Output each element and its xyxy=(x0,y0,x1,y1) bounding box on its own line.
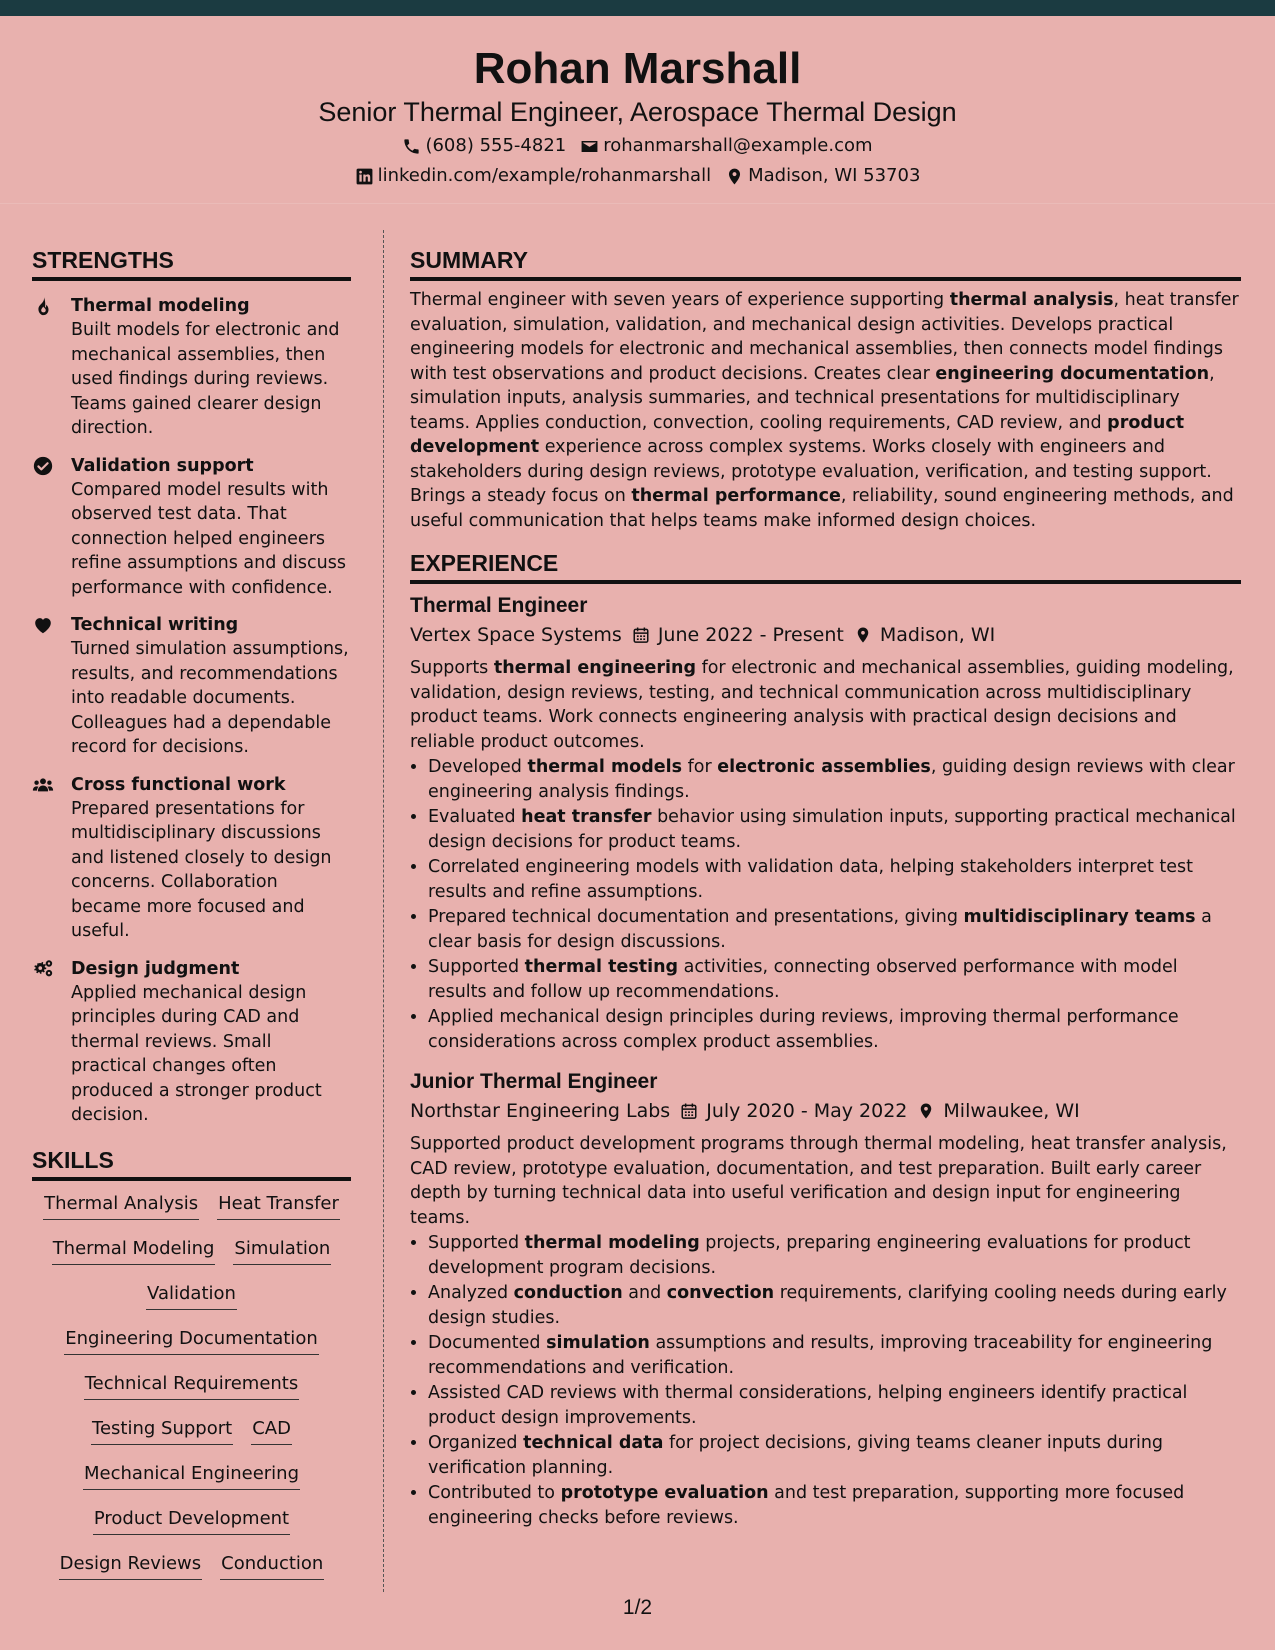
phone-contact xyxy=(402,133,566,159)
job-location xyxy=(917,1098,1079,1124)
contact-row-2 xyxy=(0,163,1275,189)
map-pin-icon xyxy=(725,167,744,186)
job-entry xyxy=(410,1068,1241,1530)
bullet-item: • Evaluated heat transfer behavior using simulation inputs, supporting practical mechanical design decisions for product teams. xyxy=(428,805,1241,854)
strength-title: Validation support xyxy=(71,455,254,476)
bullet-item: • Contributed to prototype evaluation and test preparation, supporting more focused engineering checks before reviews. xyxy=(428,1481,1241,1530)
skill-row xyxy=(32,1371,351,1416)
location-text: Madison, WI 53703 xyxy=(748,165,921,186)
linkedin-icon xyxy=(355,167,374,186)
strength-description: Compared model results with observed test data. That connection helped engineers refine assumptions and discuss performance with confidence. xyxy=(71,479,346,598)
skill-row xyxy=(32,1506,351,1551)
resume-header xyxy=(0,16,1275,204)
job-location-text: Madison, WI xyxy=(879,624,996,646)
phone-icon xyxy=(402,137,421,156)
skills-list xyxy=(32,1191,351,1596)
job-intro: Supports thermal engineering for electronic and mechanical assemblies, guiding modeling, validation, design reviews, testing, and technical communication across multidisciplinary product teams. Work connects engineering analysis with practical design decisions and reliable product outcomes. xyxy=(410,658,1234,752)
strength-title: Cross functional work xyxy=(71,774,286,795)
strength-description: Built models for electronic and mechanical assemblies, then used findings during reviews. Teams gained clearer design direction. xyxy=(71,320,340,438)
skill-tag: Design Reviews xyxy=(59,1551,202,1580)
strength-item xyxy=(32,613,351,760)
bullet-item: • Documented simulation assumptions and results, improving traceability for engineering recommendations and verification. xyxy=(428,1331,1241,1380)
page-number: 1/2 xyxy=(622,1596,653,1619)
strengths-heading: STRENGTHS xyxy=(32,246,351,281)
job-dates-text: July 2020 - May 2022 xyxy=(706,1100,908,1122)
email-contact[interactable] xyxy=(580,133,872,159)
skill-tag: Simulation xyxy=(233,1236,331,1265)
job-meta xyxy=(410,1098,1241,1124)
job-dates xyxy=(680,1098,907,1124)
strength-title: Technical writing xyxy=(71,615,239,635)
email-text[interactable]: rohanmarshall@example.com xyxy=(603,135,873,156)
skill-tag: CAD xyxy=(251,1416,292,1445)
job-dates-text: June 2022 - Present xyxy=(657,624,844,646)
skill-tag: Thermal Modeling xyxy=(52,1236,216,1265)
skill-row xyxy=(32,1461,351,1506)
experience-list xyxy=(410,592,1241,1530)
calendar-icon xyxy=(632,625,650,645)
right-column xyxy=(410,246,1241,1531)
skill-tag: Conduction xyxy=(220,1551,324,1580)
skill-tag: Testing Support xyxy=(91,1416,233,1445)
bullet-item: • Organized technical data for project decisions, giving teams cleaner inputs during verification planning. xyxy=(428,1431,1241,1480)
job-intro: Supported product development programs through thermal modeling, heat transfer analysis, CAD review, prototype evaluation, documentation, and test preparation. Built early career depth by turning technical data into useful verification and design input for engineering teams. xyxy=(410,1134,1227,1228)
candidate-name: Rohan Marshall xyxy=(473,44,802,93)
map-pin-icon xyxy=(854,625,872,645)
strength-title: Design judgment xyxy=(71,958,240,979)
job-location-text: Milwaukee, WI xyxy=(943,1100,1080,1122)
bullet-item: • Correlated engineering models with validation data, helping stakeholders interpret test results and refine assumptions. xyxy=(428,855,1241,904)
job-dates xyxy=(632,622,844,648)
contact-row-1 xyxy=(0,133,1275,159)
location-contact xyxy=(725,163,920,189)
bullet-item: • Supported thermal testing activities, connecting observed performance with model results and follow up recommendations. xyxy=(428,955,1241,1004)
skills-heading: SKILLS xyxy=(32,1146,351,1181)
skill-tag: Heat Transfer xyxy=(217,1191,340,1220)
summary-text: Thermal engineer with seven years of experience supporting thermal analysis, heat transfer evaluation, simulation, validation, and mechanical design activities. Develops practical engineering models for electronic and mechanical assemblies, then connects model findings with test observations and product decisions. Creates clear engineering documentation, simulation inputs, analysis summaries, and technical presentations for multidisciplinary teams. Applies conduction, convection, cooling requirements, CAD review, and product development experience across complex systems. Works closely with engineers and stakeholders during design reviews, prototype evaluation, verification, and testing support. Brings a steady focus on thermal performance, reliability, sound engineering methods, and useful communication that helps teams make informed design choices. xyxy=(410,290,1239,531)
skill-tag: Technical Requirements xyxy=(84,1371,300,1400)
phone-text: (608) 555-4821 xyxy=(425,135,567,156)
users-icon xyxy=(32,774,54,796)
strength-item xyxy=(32,957,351,1128)
map-pin-icon xyxy=(917,1101,935,1121)
skill-row xyxy=(32,1551,351,1596)
company-name: Northstar Engineering Labs xyxy=(410,1100,671,1122)
candidate-title: Senior Thermal Engineer, Aerospace Thermal Design xyxy=(318,97,957,127)
skill-row xyxy=(32,1236,351,1281)
job-meta xyxy=(410,622,1241,648)
bullet-item: • Applied mechanical design principles during reviews, improving thermal performance considerations across complex product assemblies. xyxy=(428,1005,1241,1054)
job-bullets xyxy=(410,755,1241,1054)
job-entry xyxy=(410,592,1241,1054)
skill-row xyxy=(32,1191,351,1236)
strength-item xyxy=(32,294,351,441)
job-title: Thermal Engineer xyxy=(410,594,588,617)
envelope-icon xyxy=(580,137,599,156)
strength-item xyxy=(32,454,351,601)
bullet-item: • Supported thermal modeling projects, preparing engineering evaluations for product development program decisions. xyxy=(428,1231,1241,1280)
job-location xyxy=(854,622,995,648)
skill-tag: Mechanical Engineering xyxy=(83,1461,300,1490)
skill-tag: Validation xyxy=(146,1281,237,1310)
skill-tag: Engineering Documentation xyxy=(64,1326,318,1355)
bullet-item: • Analyzed conduction and convection requirements, clarifying cooling needs during early design studies. xyxy=(428,1281,1241,1330)
bullet-item: • Developed thermal models for electronic assemblies, guiding design reviews with clear engineering analysis findings. xyxy=(428,755,1241,804)
bullet-item: • Prepared technical documentation and presentations, giving multidisciplinary teams a clear basis for design discussions. xyxy=(428,905,1241,954)
job-title: Junior Thermal Engineer xyxy=(410,1070,658,1093)
calendar-icon xyxy=(680,1101,698,1121)
skill-row xyxy=(32,1416,351,1461)
linkedin-contact[interactable] xyxy=(355,163,712,189)
check-circle-icon xyxy=(32,455,54,477)
bullet-item: • Assisted CAD reviews with thermal considerations, helping engineers identify practical product design improvements. xyxy=(428,1381,1241,1430)
flame-icon xyxy=(32,295,54,317)
job-bullets xyxy=(410,1231,1241,1530)
strength-item xyxy=(32,773,351,944)
linkedin-text[interactable]: linkedin.com/example/rohanmarshall xyxy=(377,165,712,186)
strength-description: Turned simulation assumptions, results, and recommendations into readable documents. Colleagues had a dependable record for decisions. xyxy=(71,639,349,757)
strength-description: Prepared presentations for multidisciplinary discussions and listened closely to design concerns. Collaboration became more focused and useful. xyxy=(71,798,332,941)
company-name: Vertex Space Systems xyxy=(410,624,622,646)
skill-tag: Product Development xyxy=(93,1506,290,1535)
strength-title: Thermal modeling xyxy=(71,296,250,316)
strengths-list xyxy=(32,294,351,1128)
skill-row xyxy=(32,1326,351,1371)
column-divider xyxy=(383,230,384,1592)
left-column xyxy=(32,246,351,1596)
heart-icon xyxy=(32,614,54,636)
summary-heading: SUMMARY xyxy=(410,246,1241,281)
top-accent-bar xyxy=(0,0,1275,16)
gears-icon xyxy=(32,958,54,980)
skill-row xyxy=(32,1281,351,1326)
experience-heading: EXPERIENCE xyxy=(410,549,1241,584)
skill-tag: Thermal Analysis xyxy=(43,1191,199,1220)
strength-description: Applied mechanical design principles during CAD and thermal reviews. Small practical changes often produced a stronger product decision. xyxy=(71,982,322,1125)
